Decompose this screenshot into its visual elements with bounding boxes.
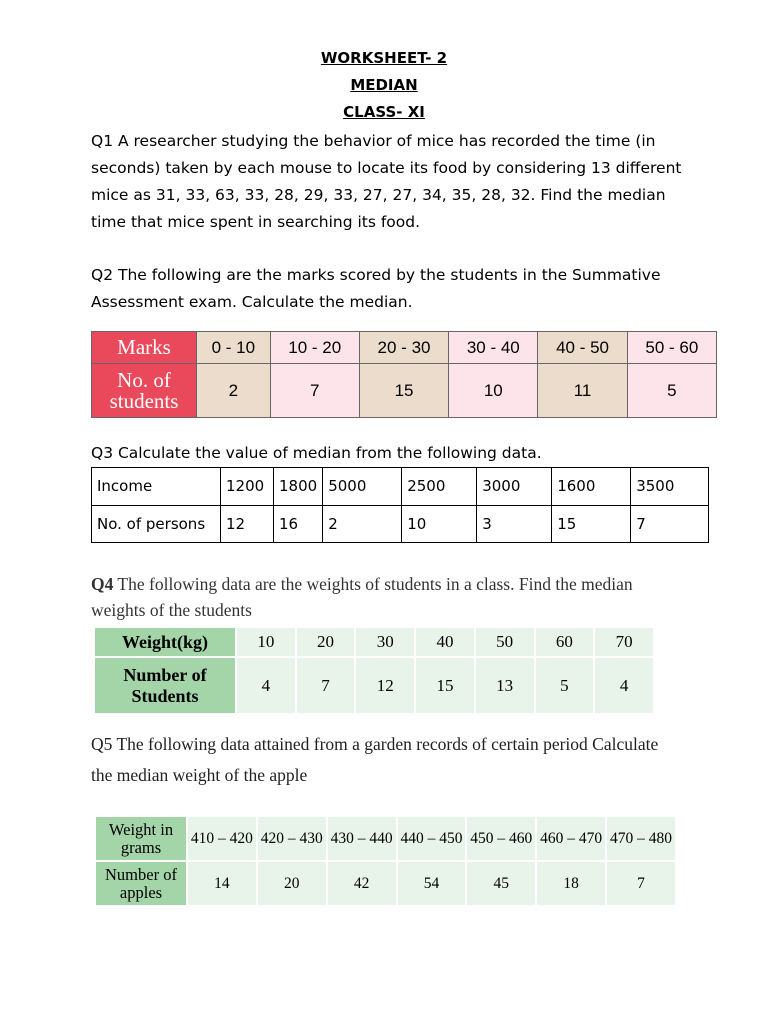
question-1 [91,128,691,236]
table-cell: 50 - 60 [627,332,716,364]
table-cell: 7 [606,861,676,906]
table-cell: 5 [535,657,595,714]
q1-line: mice as 31, 33, 63, 33, 28, 29, 33, 27, 27, 34, 35, 28, 32. Find the median [91,186,666,204]
table-cell: 10 [449,364,538,418]
q1-line: seconds) taken by each mouse to locate its food by considering 13 different [91,159,682,177]
income-table [91,467,709,543]
students-header [94,657,236,714]
table-cell: 470 – 480 [606,816,676,861]
table-cell: 430 – 440 [327,816,397,861]
table-cell: 40 - 50 [538,332,627,364]
weight-header [95,816,187,861]
apples-header [95,861,187,906]
header-line: Students [131,685,199,706]
header-line: Weight in [108,819,174,839]
marks-table [91,331,717,418]
table-row [94,627,654,657]
header-line: apples [119,882,163,902]
table-cell: 16 [274,505,323,543]
table-cell: 60 [535,627,595,657]
table-cell: 2 [323,505,402,543]
table-cell: 20 [257,861,327,906]
worksheet-title: WORKSHEET- 2 [320,49,448,67]
q1-line: Q1 A researcher studying the behavior of mice has recorded the time (in [91,132,656,150]
table-cell: 0 - 10 [197,332,271,364]
weight-header: Weight(kg) [94,627,236,657]
header-line: students [109,388,179,413]
table-row [95,816,676,861]
q4-label: Q4 [91,574,114,594]
table-cell: 460 – 470 [536,816,606,861]
weights-table [93,626,655,715]
q5-line: the median weight of the apple [91,765,308,785]
header-line: Number of [105,864,177,884]
header-line: No. of [117,367,171,392]
table-cell: 20 [296,627,356,657]
table-cell: 1600 [552,468,631,506]
table-cell: 10 [402,505,477,543]
table-row [95,861,676,906]
question-5 [91,729,711,791]
q4-line: weights of the students [91,600,252,620]
table-cell: 4 [594,657,654,714]
table-cell: 7 [296,657,356,714]
table-cell: 2500 [402,468,477,506]
table-cell: 10 - 20 [270,332,359,364]
header-line: Number of [123,664,207,685]
table-cell: 410 – 420 [187,816,257,861]
table-cell: 70 [594,627,654,657]
table-cell: 420 – 430 [257,816,327,861]
q4-line [91,571,711,597]
income-header: Income [92,468,221,506]
table-cell: 18 [536,861,606,906]
table-cell: 13 [475,657,535,714]
marks-header: Marks [92,332,197,364]
table-row [92,505,709,543]
table-cell: 5 [627,364,716,418]
class-title: CLASS- XI [343,103,425,121]
table-row [94,657,654,714]
table-row [92,468,709,506]
q4-text: The following data are the weights of students in a class. Find the median [113,574,633,594]
table-cell: 15 [359,364,448,418]
table-cell: 2 [197,364,271,418]
apples-table [94,815,677,907]
q1-line: time that mice spent in searching its food. [91,213,421,231]
table-cell: 42 [327,861,397,906]
table-cell: 50 [475,627,535,657]
q2-line: Assessment exam. Calculate the median. [91,293,413,311]
q5-line: Q5 The following data attained from a garden records of certain period Calculate [91,734,659,754]
q3-text: Q3 Calculate the value of median from the following data. [91,444,542,462]
table-cell: 10 [236,627,296,657]
question-3 [91,440,691,467]
question-4 [91,571,711,623]
table-cell: 3000 [477,468,552,506]
table-row [92,332,717,364]
students-header [92,364,197,418]
table-cell: 5000 [323,468,402,506]
table-cell: 20 - 30 [359,332,448,364]
table-row [92,364,717,418]
table-cell: 45 [466,861,536,906]
table-cell: 7 [631,505,709,543]
table-cell: 4 [236,657,296,714]
table-cell: 440 – 450 [397,816,467,861]
table-cell: 12 [221,505,274,543]
table-cell: 1800 [274,468,323,506]
table-cell: 450 – 460 [466,816,536,861]
table-cell: 11 [538,364,627,418]
q2-line: Q2 The following are the marks scored by the students in the Summative [91,266,661,284]
topic-title: MEDIAN [350,76,418,94]
question-2 [91,262,691,316]
persons-header: No. of persons [92,505,221,543]
table-cell: 7 [270,364,359,418]
table-cell: 15 [552,505,631,543]
table-cell: 54 [397,861,467,906]
table-cell: 30 [355,627,415,657]
table-cell: 1200 [221,468,274,506]
table-cell: 3500 [631,468,709,506]
table-cell: 40 [415,627,475,657]
table-cell: 14 [187,861,257,906]
table-cell: 12 [355,657,415,714]
header-line: grams [120,837,162,857]
table-cell: 3 [477,505,552,543]
table-cell: 15 [415,657,475,714]
table-cell: 30 - 40 [449,332,538,364]
